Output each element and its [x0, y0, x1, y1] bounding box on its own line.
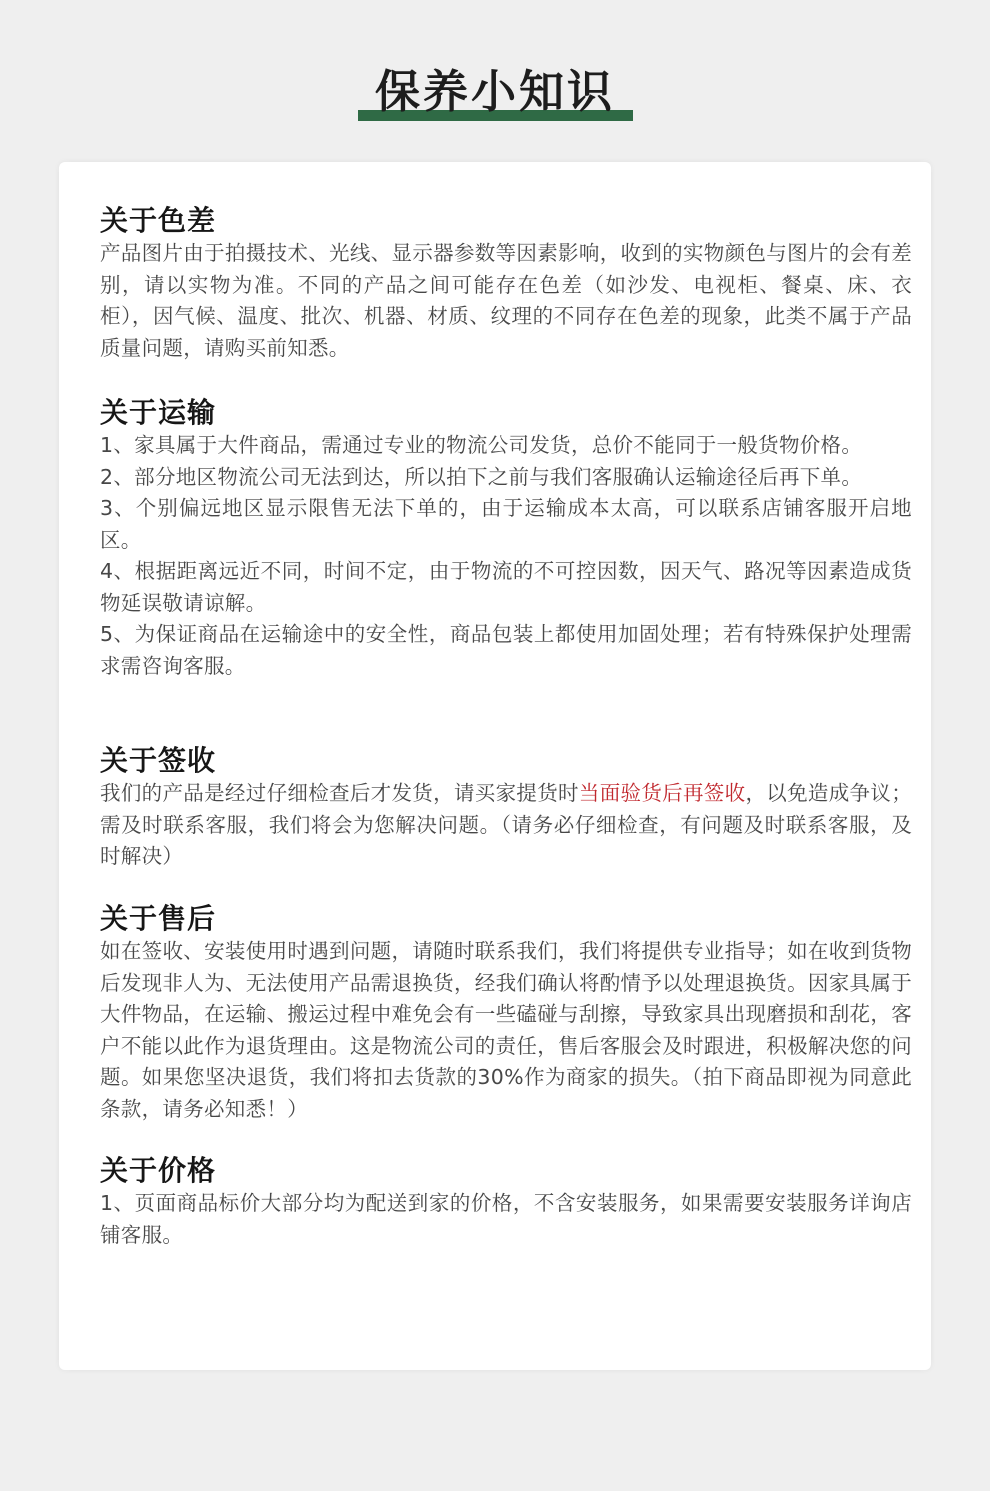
section-body-delivery-receipt: [100, 778, 912, 873]
section-after-sales: [100, 902, 912, 1125]
section-title-price: 关于价格: [100, 1154, 217, 1187]
page-header: [0, 58, 990, 128]
shipping-item-3: 3、个别偏远地区显示限售无法下单的，由于运输成本太高，可以联系店铺客服开启地区。: [100, 496, 912, 552]
section-title-after-sales: 关于售后: [100, 902, 217, 935]
section-title-color-difference: 关于色差: [100, 204, 217, 237]
shipping-item-5: 5、为保证商品在运输途中的安全性，商品包装上都使用加固处理；若有特殊保护处理需求需咨询客服。: [100, 622, 912, 678]
section-shipping: [100, 396, 912, 682]
shipping-item-1: 1、家具属于大件商品，需通过专业的物流公司发货，总价不能同于一般货物价格。: [100, 433, 863, 457]
section-color-difference: [100, 204, 912, 364]
section-body-color-difference: [100, 238, 912, 364]
receipt-highlight-text: 当面验货后再签收: [578, 781, 746, 805]
section-body-price: [100, 1188, 912, 1251]
section-title-delivery-receipt: 关于签收: [100, 744, 217, 777]
section-price: [100, 1154, 912, 1251]
paragraph: 产品图片由于拍摄技术、光线、显示器参数等因素影响，收到的实物颜色与图片的会有差别，请以实物为准。不同的产品之间可能存在色差（如沙发、电视柜、餐桌、床、衣柜），因气候、温度、批次、机器、材质、纹理的不同存在色差的现象，此类不属于产品质量问题，请购买前知悉。: [100, 241, 912, 360]
section-body-after-sales: [100, 936, 912, 1125]
shipping-item-4: 4、根据距离远近不同，时间不定，由于物流的不可控因数，因天气、路况等因素造成货物延误敬请谅解。: [100, 559, 912, 615]
page-title: 保养小知识: [374, 65, 615, 118]
section-delivery-receipt: [100, 744, 912, 873]
paragraph: [100, 778, 912, 873]
content-card: [59, 162, 931, 1370]
receipt-text-before: 我们的产品是经过仔细检查后才发货，请买家提货时: [100, 781, 579, 805]
paragraph: 如在签收、安装使用时遇到问题，请随时联系我们，我们将提供专业指导；如在收到货物后发现非人为、无法使用产品需退换货，经我们确认将酌情予以处理退换货。因家具属于大件物品，在运输、搬运过程中难免会有一些磕碰与刮擦，导致家具出现磨损和刮花，客户不能以此作为退货理由。这是物流公司的责任，售后客服会及时跟进，积极解决您的问题。如果您坚决退货，我们将扣去货款的30%作为商家的损失。（拍下商品即视为同意此条款，请务必知悉！）: [100, 939, 912, 1121]
section-body-shipping: [100, 430, 912, 682]
shipping-item-2: 2、部分地区物流公司无法到达，所以拍下之前与我们客服确认运输途径后再下单。: [100, 464, 863, 489]
receipt-text-after: ，以免造成争议；需及时联系客服，我们将会为您解决问题。（请务必仔细检查，有问题及时联系客服，及时解决）: [100, 781, 912, 868]
section-title-shipping: 关于运输: [100, 396, 217, 429]
paragraph: 1、页面商品标价大部分均为配送到家的价格，不含安装服务，如果需要安装服务详询店铺客服。: [100, 1191, 912, 1247]
